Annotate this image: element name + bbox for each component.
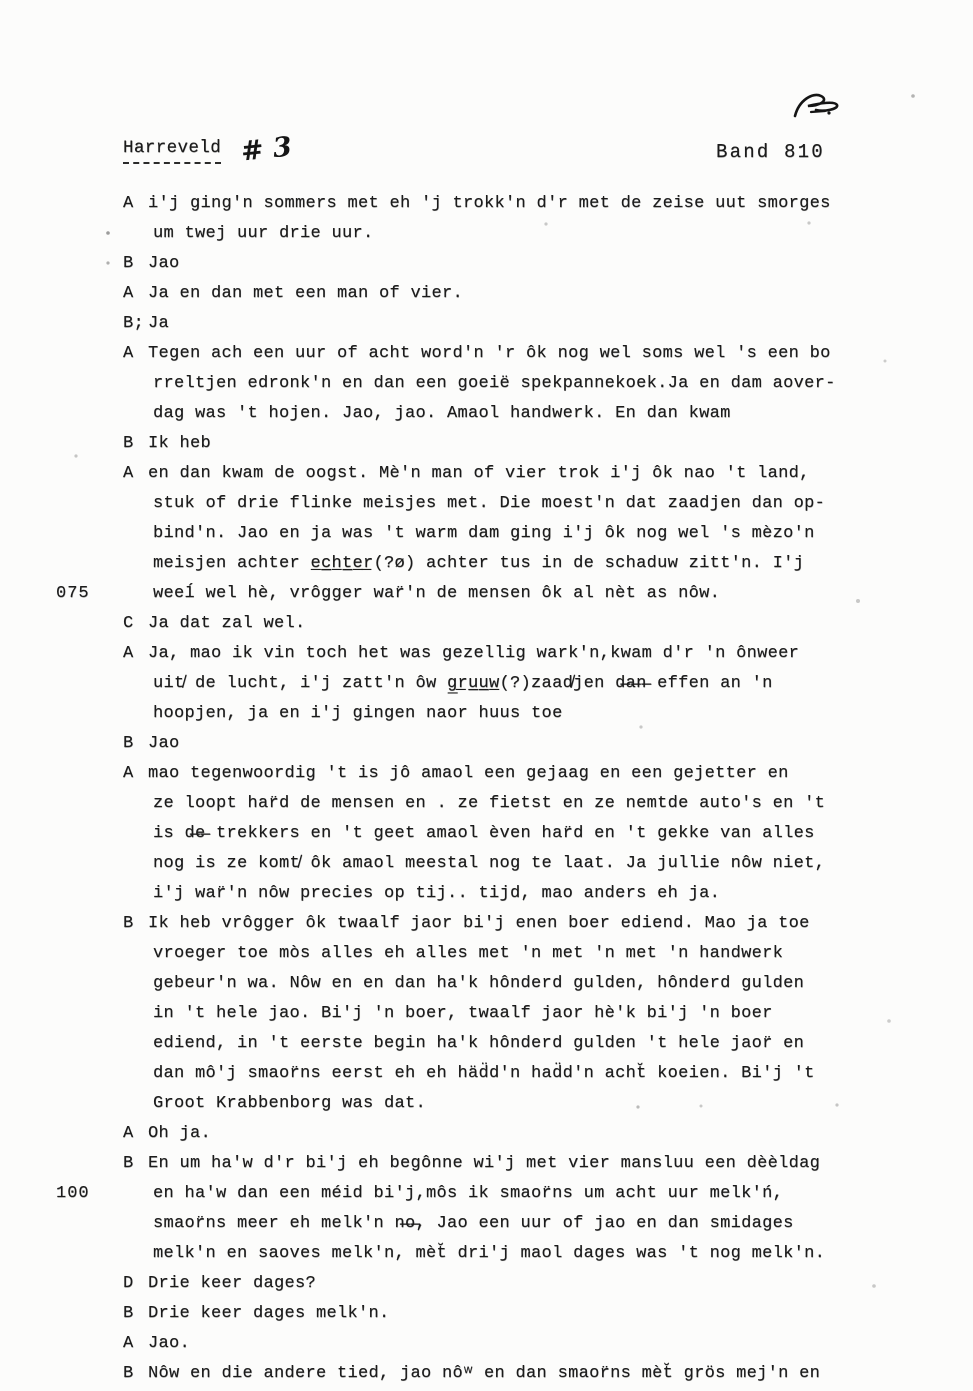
line-text: melk'n en saoves melk'n, mèt̆ dri'j maol dages was 't nog melk'n. [153,1244,826,1263]
line-text: bind'n. Jao en ja was 't warm dam ging i'j ôk nog wel 's mèzo'n [153,524,815,543]
transcript-line [123,1089,836,1119]
transcript-line [123,1209,836,1239]
transcript-line [123,819,836,849]
line-text: Jao. [148,1334,191,1353]
transcript-line [123,849,836,879]
handwritten-mark-icon [791,90,843,124]
line-text: i'j war̈'n nôw precies op tij.. tijd, mao anders eh ja. [153,884,721,903]
transcript-line [123,999,836,1029]
line-text: dan mô'j smaor̈ns eerst eh eh häd̈d'n had̈d'n acht̆ koeien. Bi'j 't [153,1064,815,1083]
line-text: Ja, mao ik vin toch het was gezellig wark'n,kwam d'r 'n ônweer [148,644,800,663]
transcript-line [123,1239,836,1269]
transcript-line [123,909,836,939]
line-text: vroeger toe mòs alles eh alles met 'n met 'n met 'n handwerk [153,944,784,963]
speaker-label: B; [123,314,145,333]
line-text: smaor̈ns meer eh melk'n n̶o̶, Jao een uur of jao en dan smidages [153,1214,794,1233]
line-text: mao tegenwoordig 't is jô amaol een gejaag en een gejetter en [148,764,789,783]
transcript-line [123,1029,836,1059]
transcript-line [123,249,836,279]
line-text: nog is ze komt̸ ôk amaol meestal nog te laat. Ja jullie nôw niet, [153,854,826,873]
line-text: Jao [148,734,180,753]
line-text: i'j ging'n sommers met eh 'j trokk'n d'r met de zeise uut smorges [148,194,831,213]
speaker-label: B [123,1154,134,1173]
document-header [123,131,294,168]
line-text: Drie keer dages melk'n. [148,1304,390,1323]
line-text: Ja en dan met een man of vier. [148,284,464,303]
transcript-line [123,1299,836,1329]
transcript-line [123,339,836,369]
transcript-line [56,579,836,609]
transcript-line [123,729,836,759]
line-text: Ja dat zal wel. [148,614,306,633]
transcript-line [123,369,836,399]
margin-counter: 075 [56,584,90,603]
transcript-line [123,399,836,429]
speaker-label: A [123,1334,134,1353]
transcript-line [123,459,836,489]
transcript-line [123,1149,836,1179]
speaker-label: B [123,434,134,453]
line-text: Nôw en die andere tied, jao nôʷ en dan smaor̈ns mèt̆ grös mej'n en [148,1364,821,1383]
line-text: Ik heb [148,434,212,453]
transcript [56,189,836,1389]
speaker-label: B [123,1304,134,1323]
line-text: en dan kwam de oogst. Mè'n man of vier trok i'j ôk nao 't land, [148,464,810,483]
transcript-line [56,1179,836,1209]
speaker-label: D [123,1274,134,1293]
transcript-line [123,699,836,729]
line-text: gebeur'n wa. Nôw en en dan ha'k hônderd gulden, hônderd gulden [153,974,805,993]
handwritten-number: # 3 [239,131,294,168]
line-text: En um ha'w d'r bi'j eh begônne wi'j met vier mansluu een dèèldag [148,1154,821,1173]
line-text: uit̸ de lucht, i'j zatt'n ôw g̲r̲u̲u̲w̲(?)zaad̸jen d̶a̶n̶ effen an 'n [153,674,773,693]
transcript-line [123,489,836,519]
speaker-label: A [123,644,134,663]
line-text: Tegen ach een uur of acht word'n 'r ôk nog wel soms wel 's een bo [148,344,831,363]
transcript-line [123,1329,836,1359]
line-text: um twej uur drie uur. [153,224,374,243]
transcript-line [123,969,836,999]
speaker-label: A [123,344,134,363]
line-text: hoopjen, ja en i'j gingen naor huus toe [153,704,563,723]
transcript-line [123,219,836,249]
transcript-line [123,789,836,819]
line-text: Groot Krabbenborg was dat. [153,1094,427,1113]
speaker-label: B [123,254,134,273]
transcript-line [123,549,836,579]
speaker-label: B [123,914,134,933]
transcript-line [123,1119,836,1149]
speaker-label: C [123,614,134,633]
line-text: ze loopt har̈d de mensen en . ze fietst en ze nemtde auto's en 't [153,794,826,813]
line-text: meisjen achter e̲c̲h̲t̲e̲r̲(?ø) achter tus in de schaduw zitt'n. I'j [153,554,805,573]
band-label: Band 810 [716,141,825,163]
line-text: rreltjen edronk'n en dan een goeië spekpannekoek.Ja en dam aover- [153,374,836,393]
transcript-line [123,759,836,789]
line-text: is d̶e̶ trekkers en 't geet amaol èven har̈d en 't gekke van alles [153,824,815,843]
line-text: Ik heb vrôgger ôk twaalf jaor bi'j enen boer ediend. Mao ja toe [148,914,810,933]
transcript-line [123,1269,836,1299]
scan-speckles [0,0,2,2]
speaker-label: B [123,1364,134,1383]
line-text: in 't hele jao. Bi'j 'n boer, twaalf jaor hè'k bi'j 'n boer [153,1004,773,1023]
line-text: ediend, in 't eerste begin ha'k hônderd gulden 't hele jaor̈ en [153,1034,805,1053]
transcript-line [123,279,836,309]
speaker-label: A [123,194,134,213]
line-text: Drie keer dages? [148,1274,317,1293]
transcript-line [123,1059,836,1089]
transcript-line [123,639,836,669]
transcript-line [123,669,836,699]
transcript-line [123,609,836,639]
line-text: Ja [148,314,170,333]
speaker-label: A [123,284,134,303]
transcript-line [123,879,836,909]
line-text: weeĺ wel hè, vrôgger war̈'n de mensen ôk al nèt as nôw. [153,584,721,603]
transcript-line [123,309,836,339]
speaker-label: B [123,734,134,753]
transcript-line [123,189,836,219]
page-title: Harreveld [123,138,221,164]
line-text: en ha'w dan een méid bi'j,môs ik smaor̈ns um acht uur melk'ń, [153,1184,784,1203]
speaker-label: A [123,764,134,783]
transcript-line [123,429,836,459]
line-text: Oh ja. [148,1124,212,1143]
line-text: stuk of drie flinke meisjes met. Die moest'n dat zaadjen dan op- [153,494,826,513]
line-text: dag was 't hojen. Jao, jao. Amaol handwerk. En dan kwam [153,404,731,423]
transcript-line [123,1359,836,1389]
transcript-line [123,519,836,549]
margin-counter: 100 [56,1184,90,1203]
transcript-line [123,939,836,969]
speaker-label: A [123,1124,134,1143]
speaker-label: A [123,464,134,483]
line-text: Jao [148,254,180,273]
